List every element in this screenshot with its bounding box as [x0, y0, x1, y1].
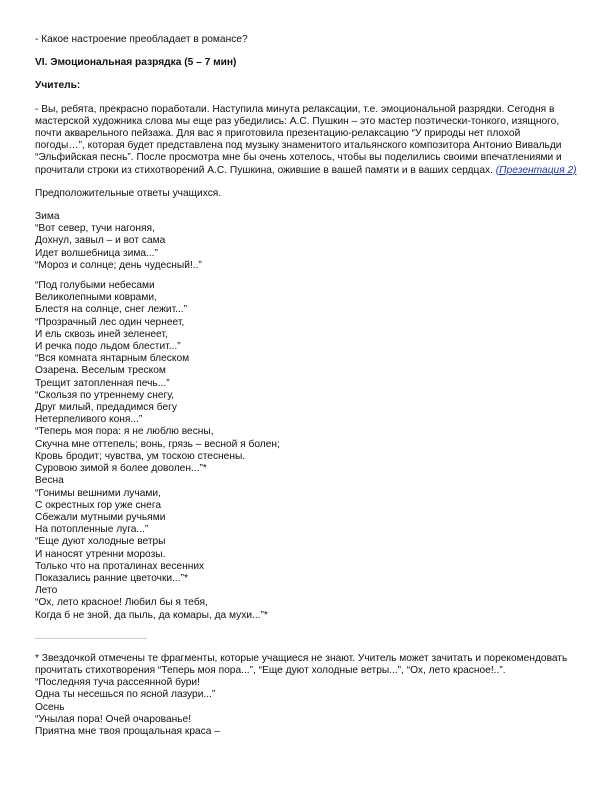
- poem-line: “Мороз и солнце; день чудесный!..”: [35, 259, 202, 271]
- poem-line: Только что на проталинах весенних: [35, 560, 205, 572]
- footnote-divider: [35, 638, 147, 639]
- teacher-text-line: мастерской художника слова мы еще раз убедились: А.С. Пушкин – это мастер поэтически-тонкого, изящного,: [35, 115, 560, 127]
- teacher-text-line: почти акварельного пейзажа. Для вас я приготовила презентацию-релаксацию “У природы нет плохой: [35, 128, 521, 140]
- poem-line: “Ох, лето красное! Любил бы я тебя,: [35, 597, 208, 609]
- teacher-text-line: погоды…”, которая будет представлена под музыку знаменитого итальянского композитора Антонио Вивальди: [35, 140, 562, 152]
- poem-line: Приятна мне твоя прощальная краса –: [35, 725, 220, 737]
- poem-line: Осень: [35, 701, 65, 713]
- poem-line: “Вся комната янтарным блеском: [35, 353, 190, 365]
- footnote-line: прочитать стихотворения “Теперь моя пора...”, “Еще дуют холодные ветры...”, “Ох, лето красное!..”.: [35, 664, 506, 676]
- poem-line: Когда б не зной, да пыль, да комары, да мухи...”*: [35, 609, 268, 621]
- teacher-text: [35, 104, 580, 177]
- section-heading: VI. Эмоциональная разрядка (5 – 7 мин): [35, 57, 237, 69]
- poem-line: “Теперь моя пора: я не люблю весны,: [35, 426, 214, 438]
- poem-line: “Гонимы вешними лучами,: [35, 487, 161, 499]
- footnote-line: * Звездочкой отмечены те фрагменты, которые учащиеся не знают. Учитель может зачитать и порекомендовать: [35, 652, 568, 664]
- poem-line: И ель сквозь иней зеленеет,: [35, 328, 168, 340]
- poem-line: Идет волшебница зима...”: [35, 247, 158, 259]
- poem-line: Дохнул, завыл – и вот сама: [35, 235, 166, 247]
- poem-line: Сбежали мутными ручьями: [35, 511, 166, 523]
- poem-line: Скучна мне оттепель; вонь, грязь – весной я болен;: [35, 438, 280, 450]
- poem-line: Показались ранние цветочки...”*: [35, 572, 188, 584]
- poem-line: И наносят утренни морозы.: [35, 548, 166, 560]
- poem-line: “Вот север, тучи нагоняя,: [35, 223, 155, 235]
- poem-line: Нетерпеливого коня...”: [35, 414, 143, 426]
- poem-line: “Еще дуют холодные ветры: [35, 536, 166, 548]
- teacher-label: Учитель:: [35, 80, 81, 92]
- teacher-text-line: “Эльфийская песнь”. После просмотра мне бы очень хотелось, чтобы вы поделились своими впечатлениями и: [35, 152, 562, 164]
- poem-line: Весна: [35, 475, 64, 487]
- presentation-link[interactable]: (Презентация 2): [495, 164, 577, 176]
- poem-line: С окрестных гор уже снега: [35, 499, 161, 511]
- footnote: [35, 653, 580, 677]
- poem-line: “Унылая пора! Очей очарованье!: [35, 713, 192, 725]
- poem-line: На потопленные луга...”: [35, 524, 149, 536]
- poem-line: “Прозрачный лес один чернеет,: [35, 316, 185, 328]
- intro-question: - Какое настроение преобладает в романсе?: [35, 34, 248, 45]
- poem-block-autumn: [35, 677, 580, 738]
- poem-block-winter: [35, 211, 580, 272]
- teacher-text-line: [35, 165, 580, 177]
- document-page: [35, 34, 580, 738]
- poem-block-seasons: [35, 280, 580, 622]
- poem-line: Лето: [35, 585, 58, 597]
- poem-line: “Последняя туча рассеянной бури!: [35, 677, 200, 689]
- poem-line: Блестя на солнце, снег лежит...”: [35, 304, 188, 316]
- poem-line: Великолепными коврами,: [35, 292, 157, 304]
- poem-line: Зима: [35, 211, 60, 223]
- poem-line: И речка подо льдом блестит...”: [35, 341, 181, 353]
- poem-line: Друг милый, предадимся бегу: [35, 402, 177, 414]
- expected-answers-label: Предположительные ответы учащихся.: [35, 187, 222, 199]
- teacher-text-last: прочитали строки из стихотворений А.С. Пушкина, ожившие в вашей памяти и в ваших сердцах.: [35, 164, 493, 176]
- teacher-text-line: - Вы, ребята, прекрасно поработали. Наступила минута релаксации, т.е. эмоциональной разрядки. Сегодня в: [35, 103, 555, 115]
- poem-line: Суровою зимой я более доволен...”*: [35, 463, 207, 475]
- poem-line: Кровь бродит; чувства, ум тоскою стеснены.: [35, 450, 246, 462]
- poem-line: Озарена. Веселым треском: [35, 365, 166, 377]
- poem-line: “Под голубыми небесами: [35, 280, 155, 292]
- poem-line: Трещит затопленная печь...”: [35, 377, 170, 389]
- poem-line: Одна ты несешься по ясной лазури...”: [35, 689, 216, 701]
- poem-line: “Скользя по утреннему снегу,: [35, 389, 175, 401]
